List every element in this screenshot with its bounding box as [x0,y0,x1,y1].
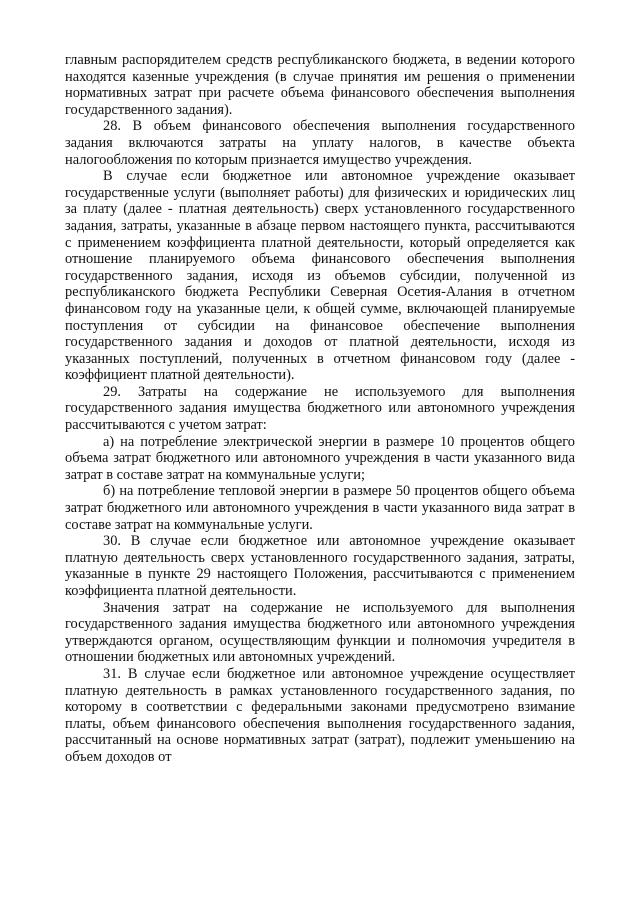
paragraph-item-29-b: б) на потребление тепловой энергии в размере 50 процентов общего объема затрат бюджетного или автономного учреждения в части указанного вида затрат в составе затрат на коммунальные услуги. [65,483,575,533]
paragraph-continuation: главным распорядителем средств республиканского бюджета, в ведении которого находятся казенные учреждения (в случае принятия им решения о применении нормативных затрат при расчете объема финансового обеспечения выполнения государственного задания). [65,52,575,118]
paragraph-item-29-a: а) на потребление электрической энергии в размере 10 процентов общего объема затрат бюджетного или автономного учреждения в части указанного вида затрат в составе затрат на коммунальные услуги; [65,433,575,483]
paragraph-item-30: 30. В случае если бюджетное или автономное учреждение оказывает платную деятельность сверх установленного государственного задания, затраты, указанные в пункте 29 настоящего Положения, рассчитываются с применением коэффициента платной деятельности. [65,533,575,599]
paragraph-item-29: 29. Затраты на содержание не используемого для выполнения государственного задания имущества бюджетного или автономного учреждения рассчитываются с учетом затрат: [65,383,575,434]
paragraph-item-28: 28. В объем финансового обеспечения выполнения государственного задания включаются затраты на уплату налогов, в качестве объекта налогообложения по которым признается имущество учреждения. [65,118,575,168]
paragraph-item-28-second: В случае если бюджетное или автономное учреждение оказывает государственные услуги (выполняет работы) для физических и юридических лиц за плату (далее - платная деятельность) сверх установленного государственного задания, затраты, указанные в абзаце первом настоящего пункта, рассчитываются с применением коэффициента платной деятельности, который определяется как отношение планируемого объема финансового обеспечения выполнения государственного задания, исходя из объемов субсидии, полученной из республиканского бюджета Республики Северная Осетия-Алания в отчетном финансовом году на указанные цели, к общей сумме, включающей планируемые поступления от субсидии на финансовое обеспечение выполнения государственного задания и доходов от платной деятельности, исходя из указанных поступлений, полученных в отчетном финансовом году (далее - коэффициент платной деятельности). [65,168,575,384]
document-page [65,52,575,766]
paragraph-item-31: 31. В случае если бюджетное или автономное учреждение осуществляет платную деятельность в рамках установленного государственного задания, по которому в соответствии с федеральными законами предусмотрено взимание платы, объем финансового обеспечения выполнения государственного задания, рассчитанный на основе нормативных затрат (затрат), подлежит уменьшению на объем доходов от [65,665,575,765]
paragraph-item-30-second: Значения затрат на содержание не используемого для выполнения государственного задания имущества бюджетного или автономного учреждения утверждаются органом, осуществляющим функции и полномочия учредителя в отношении бюджетных или автономных учреждений. [65,599,575,666]
